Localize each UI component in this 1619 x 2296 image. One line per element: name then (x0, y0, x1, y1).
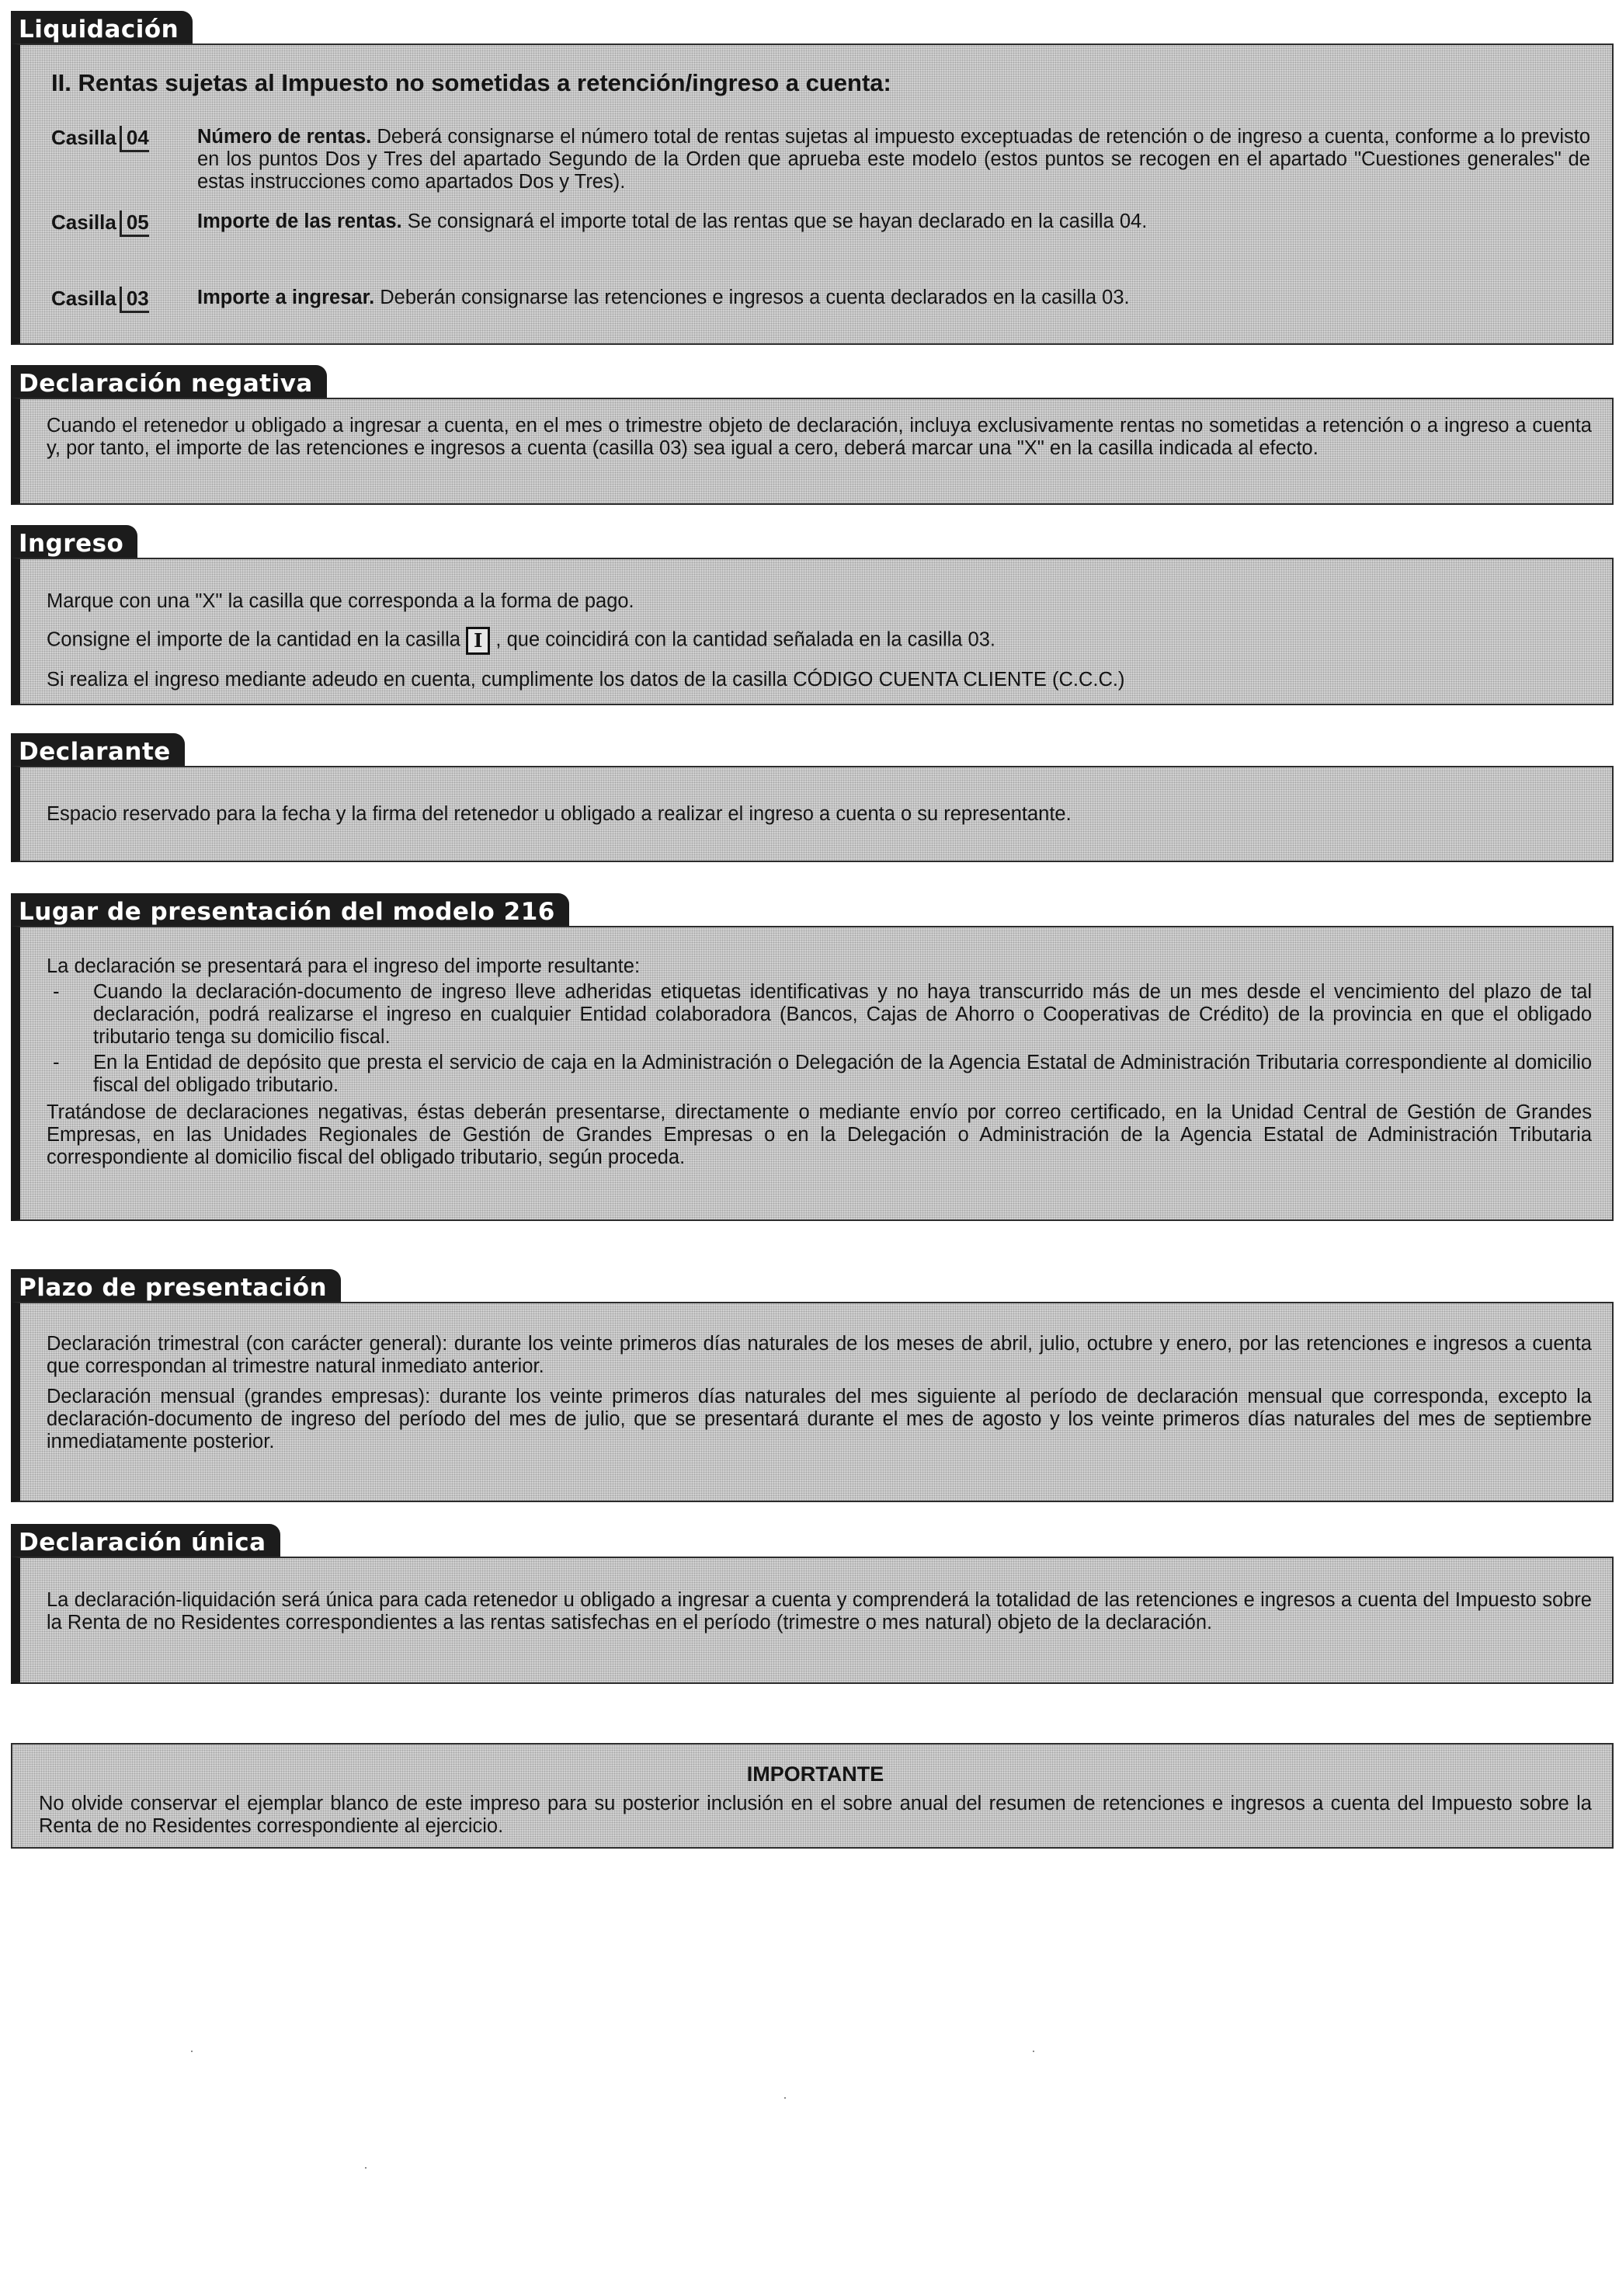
section-importante (11, 1743, 1614, 1849)
section-declarante (11, 733, 1614, 862)
scan-speck (1033, 2051, 1034, 2052)
scan-speck (191, 2051, 193, 2052)
section-liquidacion (11, 11, 1614, 345)
section-declaracion-unica (11, 1524, 1614, 1684)
plazo-paragraph-1: Declaración trimestral (con carácter general): durante los veinte primeros días naturales de los meses de abril, julio, octubre y enero, por las retenciones e ingresos a cuenta que correspondan al trimestre natural inmediato anterior. (47, 1333, 1592, 1377)
importante-box (11, 1743, 1614, 1849)
scan-speck (784, 2097, 786, 2099)
casilla-03-number: 03 (120, 287, 149, 313)
section-tab-declaracion-unica: Declaración única (11, 1524, 280, 1560)
casilla-05-row (51, 210, 1590, 237)
section-tab-plazo-presentacion: Plazo de presentación (11, 1269, 341, 1305)
section-declaracion-negativa (11, 365, 1614, 505)
scan-speck (365, 2167, 367, 2169)
section-tab-liquidacion: Liquidación (11, 11, 193, 47)
casilla-04-number: 04 (120, 126, 149, 152)
plazo-content (11, 1302, 1614, 1502)
casilla-03-text: Importe a ingresar. Deberán consignarse las retenciones e ingresos a cuenta declarados en la casilla 03. (197, 287, 1130, 308)
casilla-04-label: Casilla 04 (51, 126, 197, 152)
lugar-closing: Tratándose de declaraciones negativas, éstas deberán presentarse, directamente o mediante envío por correo certificado, en la Unidad Central de Gestión de Grandes Empresas, en las Unidades Regionales de Gestión de Grandes Empresas o en la Delegación o Administración de la Agencia Estatal de Administración Tributaria correspondiente al domicilio fiscal del obligado tributario, según proceda. (47, 1101, 1592, 1168)
ingreso-line-2: Consigne el importe de la cantidad en la casilla I , que coincidirá con la cantidad señalada en la casilla 03. (47, 627, 1592, 655)
liquidacion-content (11, 43, 1614, 345)
declaracion-negativa-text: Cuando el retenedor u obligado a ingresar a cuenta, en el mes o trimestre objeto de declaración, incluya exclusivamente rentas no sometidas a retención o a ingreso a cuenta y, por tanto, el importe de las retenciones e ingresos a cuenta (casilla 03) sea igual a cero, deberá marcar una "X" en la casilla indicada al efecto. (47, 415, 1592, 459)
ingreso-content (11, 558, 1614, 705)
declarante-content (11, 766, 1614, 862)
lugar-intro: La declaración se presentará para el ingreso del importe resultante: (47, 955, 641, 977)
liquidacion-heading: II. Rentas sujetas al Impuesto no sometidas a retención/ingreso a cuenta: (51, 69, 891, 96)
section-lugar-presentacion (11, 893, 1614, 1221)
casilla-05-number: 05 (120, 210, 149, 237)
section-tab-lugar-presentacion: Lugar de presentación del modelo 216 (11, 893, 569, 929)
casilla-03-row (51, 287, 1590, 313)
section-plazo-presentacion (11, 1269, 1614, 1502)
ingreso-line-3: Si realiza el ingreso mediante adeudo en cuenta, cumplimente los datos de la casilla CÓDIGO CUENTA CLIENTE (C.C.C.) (47, 669, 1125, 691)
section-ingreso (11, 525, 1614, 705)
bullet-marker: - (53, 981, 60, 1003)
ingreso-line-1: Marque con una "X" la casilla que corresponda a la forma de pago. (47, 590, 634, 612)
casilla-03-label: Casilla 03 (51, 287, 197, 313)
casilla-04-row (51, 126, 1590, 193)
section-tab-ingreso: Ingreso (11, 525, 137, 561)
lugar-bullet-2: - En la Entidad de depósito que presta el servicio de caja en la Administración o Delegación de la Agencia Estatal de Administración Tributaria correspondiente al domicilio fiscal del obligado tributario. (47, 1052, 1592, 1097)
lugar-content (11, 926, 1614, 1221)
casilla-05-label: Casilla 05 (51, 210, 197, 237)
casilla-i-box: I (466, 627, 490, 655)
importante-text: No olvide conservar el ejemplar blanco de este impreso para su posterior inclusión en el sobre anual del resumen de retenciones e ingresos a cuenta del Impuesto sobre la Renta de no Residentes correspondiente al ejercicio. (39, 1793, 1592, 1837)
declaracion-unica-content (11, 1557, 1614, 1684)
section-tab-declarante: Declarante (11, 733, 185, 769)
lugar-bullet-1: - Cuando la declaración-documento de ingreso lleve adheridas etiquetas identificativas y no haya transcurrido más de un mes desde el vencimiento del plazo de tal declaración, podrá realizarse el ingreso en cualquier Entidad colaboradora (Bancos, Cajas de Ahorro o Cooperativas de Crédito) de la provincia en que el obligado tributario tenga su domicilio fiscal. (47, 981, 1592, 1049)
declaracion-unica-text: La declaración-liquidación será única para cada retenedor u obligado a ingresar a cuenta y comprenderá la totalidad de las retenciones e ingresos a cuenta del Impuesto sobre la Renta de no Residentes correspondientes a las rentas satisfechas en el período (trimestre o mes natural) objeto de la declaración. (47, 1589, 1592, 1633)
casilla-05-text: Importe de las rentas. Se consignará el importe total de las rentas que se hayan declarado en la casilla 04. (197, 210, 1148, 232)
declaracion-negativa-content (11, 398, 1614, 505)
plazo-paragraph-2: Declaración mensual (grandes empresas): durante los veinte primeros días naturales del mes siguiente al período de declaración mensual que corresponda, excepto la declaración-documento de ingreso del período del mes de julio, que se presentará durante el mes de agosto y los veinte primeros días naturales del mes de septiembre inmediatamente posterior. (47, 1386, 1592, 1452)
bullet-marker: - (53, 1052, 60, 1073)
section-tab-declaracion-negativa: Declaración negativa (11, 365, 327, 401)
casilla-04-text: Número de rentas. Deberá consignarse el número total de rentas sujetas al impuesto exceptuadas de retención o de ingreso a cuenta, conforme a lo previsto en los puntos Dos y Tres del apartado Segundo de la Orden que aprueba este modelo (estos puntos se recogen en el apartado "Cuestiones generales" de estas instrucciones como apartados Dos y Tres). (197, 126, 1590, 193)
declarante-text: Espacio reservado para la fecha y la firma del retenedor u obligado a realizar el ingreso a cuenta o su representante. (47, 803, 1072, 825)
importante-title: IMPORTANTE (746, 1762, 884, 1786)
